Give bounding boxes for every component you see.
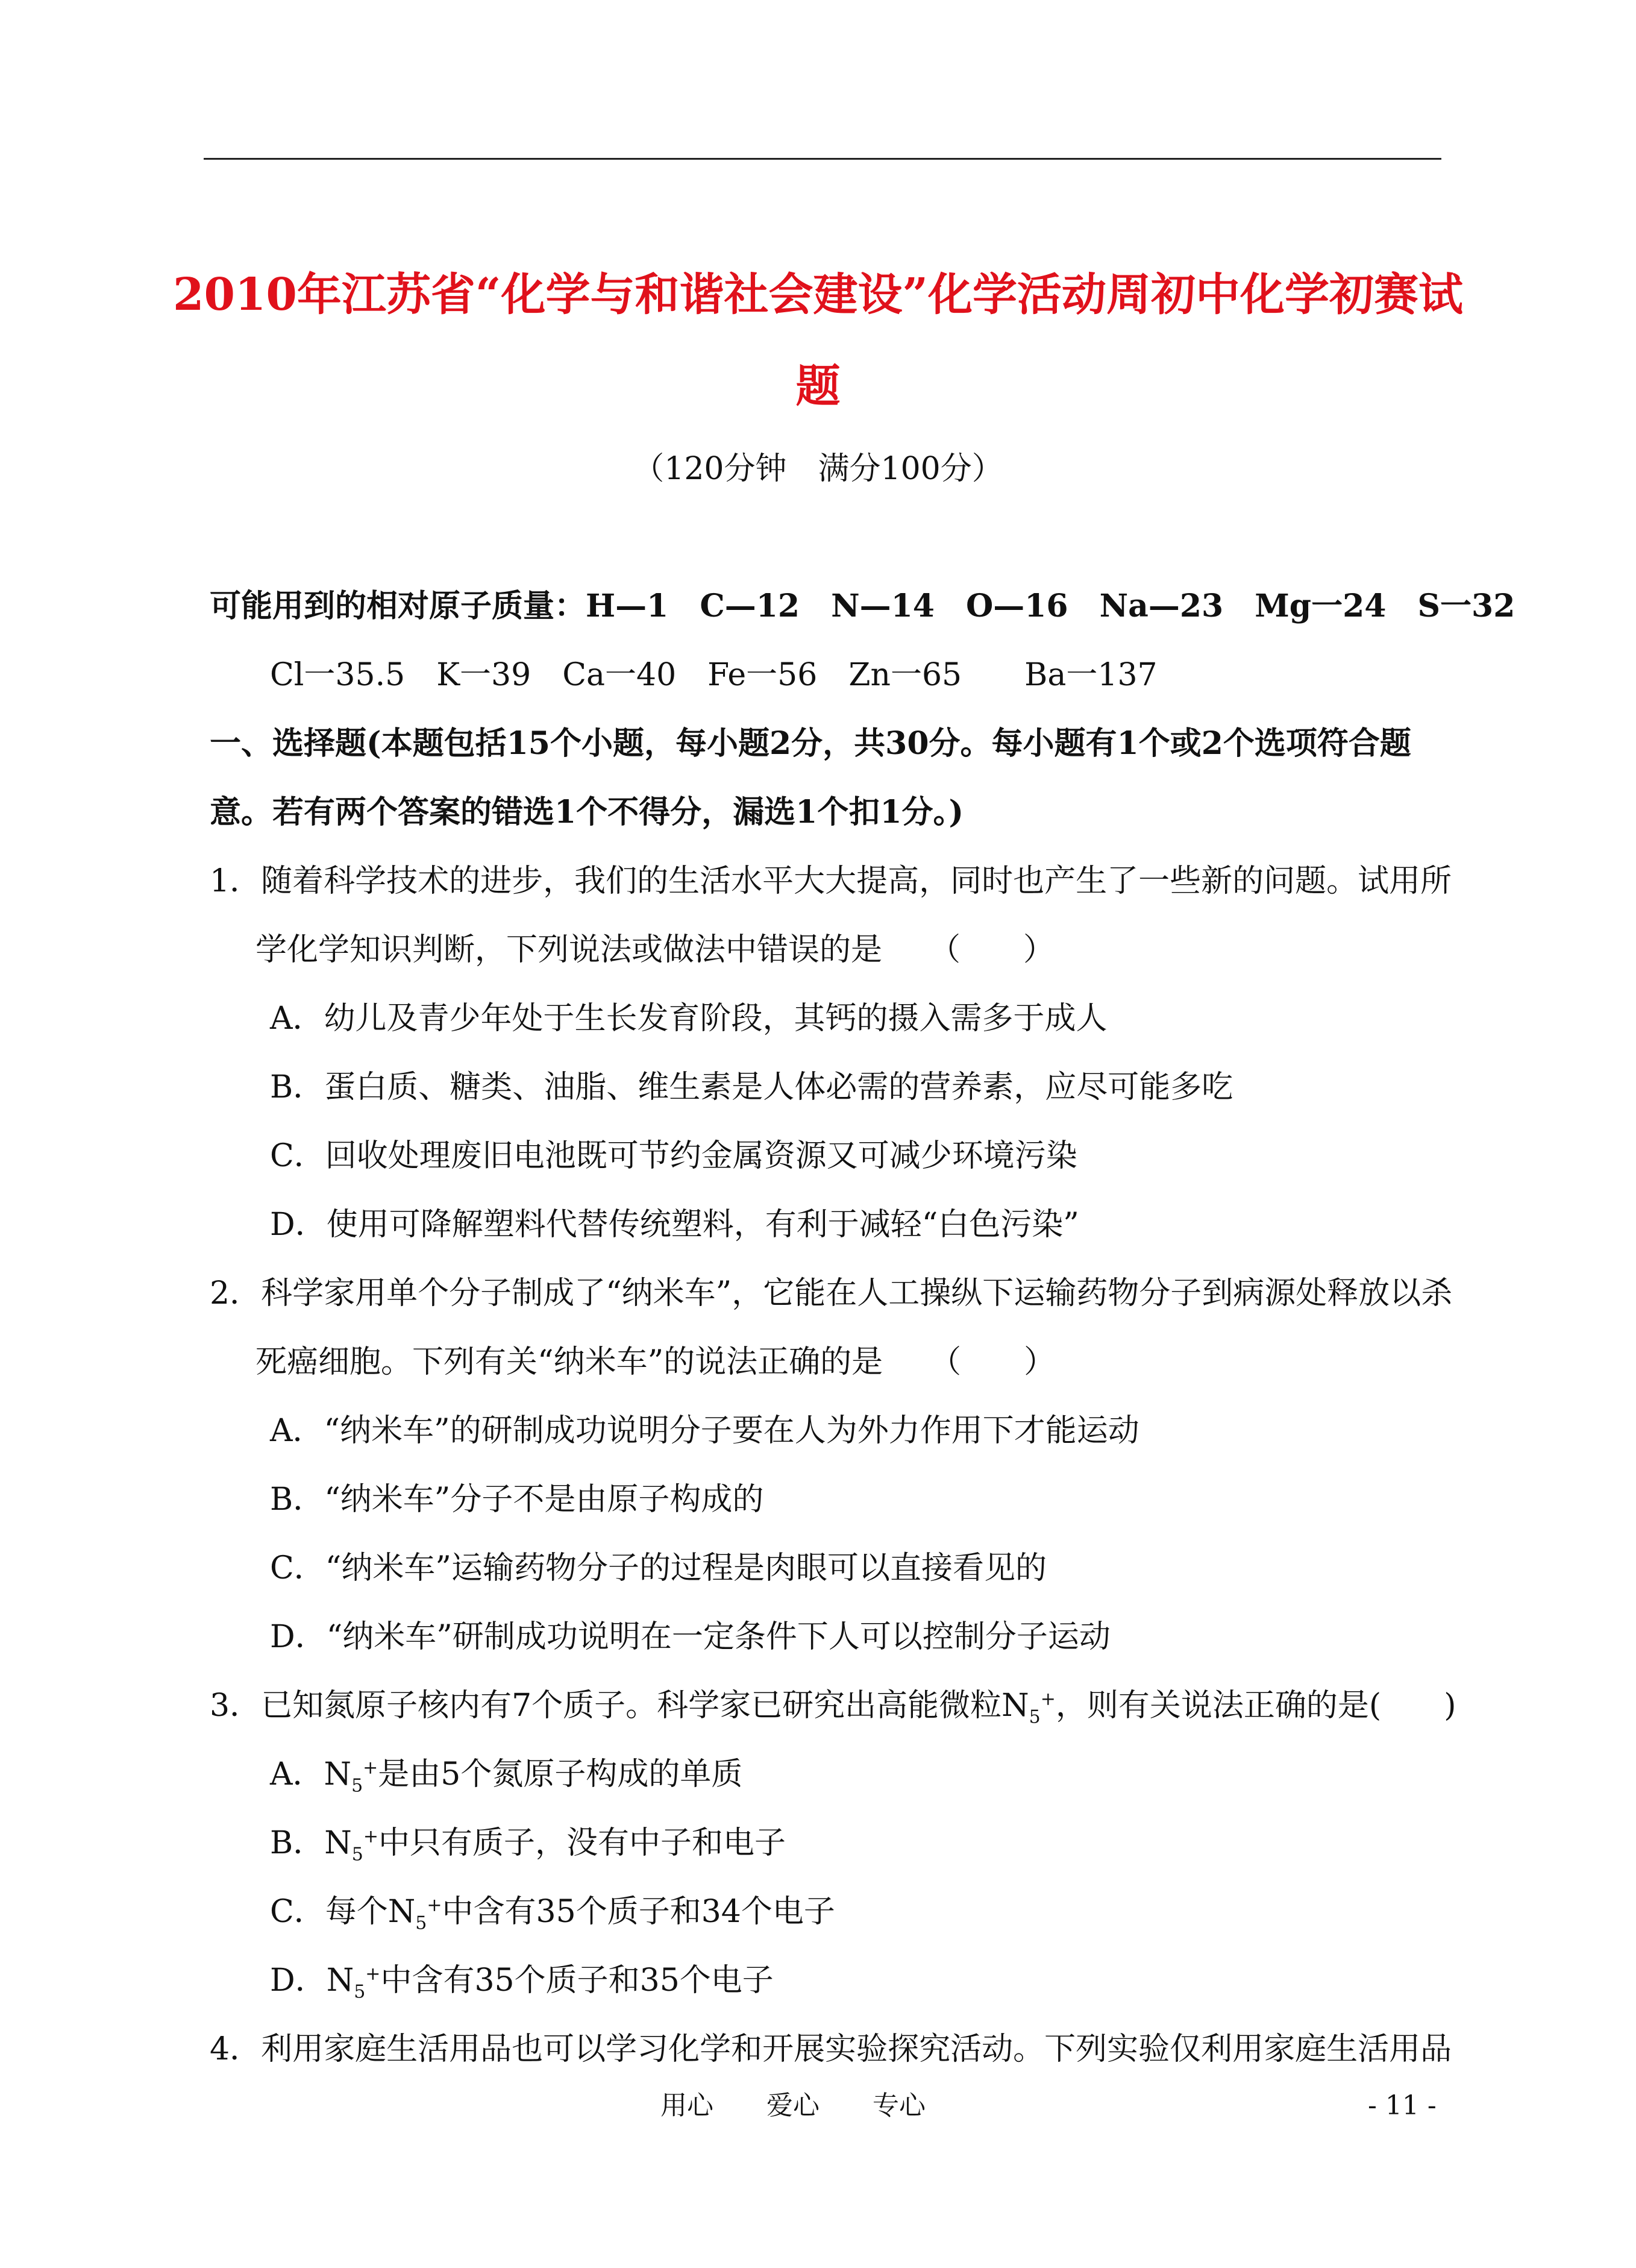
doc-subtitle: （120分钟 满分100分） bbox=[633, 451, 1003, 487]
q2-stem-line1: 2．科学家用单个分子制成了“纳米车”，它能在人工操纵下运输药物分子到病源处释放以杀 bbox=[210, 1275, 1453, 1311]
q3-option-c-sup: + bbox=[427, 1894, 442, 1916]
footer-motto: 用心 爱心 专心 bbox=[660, 2090, 926, 2121]
q3-option-c-sub: 5 bbox=[415, 1912, 427, 1934]
q3-option-a-pre: A．N bbox=[270, 1756, 352, 1792]
q1-stem-line2: 学化学知识判断，下列说法或做法中错误的是 （ ） bbox=[255, 932, 1055, 968]
q3-stem bbox=[210, 1688, 1456, 1728]
q3-superscript: + bbox=[1040, 1688, 1056, 1710]
q3-subscript: 5 bbox=[1029, 1706, 1041, 1728]
atomic-masses-line1: 可能用到的相对原子质量：H—1 C—12 N—14 O—16 Na—23 Mg一24 S一32 bbox=[210, 588, 1515, 624]
q3-option-d-post: 中含有35个质子和35个电子 bbox=[380, 1962, 774, 1999]
q3-option-b-pre: B．N bbox=[270, 1825, 352, 1861]
q1-option-d: D．使用可降解塑料代替传统塑料，有利于减轻“白色污染” bbox=[270, 1207, 1079, 1243]
q3-option-c-post: 中含有35个质子和34个电子 bbox=[442, 1894, 835, 1930]
section1-instructions-line2: 意。若有两个答案的错选1个不得分，漏选1个扣1分。) bbox=[210, 794, 964, 831]
q4-stem-line1: 4．利用家庭生活用品也可以学习化学和开展实验探究活动。下列实验仅利用家庭生活用品 bbox=[210, 2031, 1452, 2067]
q3-option-d-sup: + bbox=[365, 1963, 381, 1985]
header-rule bbox=[204, 158, 1441, 160]
q2-option-c: C．“纳米车”运输药物分子的过程是肉眼可以直接看见的 bbox=[270, 1550, 1047, 1586]
footer-page-number: - 11 - bbox=[1368, 2090, 1437, 2121]
q1-stem-line1: 1．随着科学技术的进步，我们的生活水平大大提高，同时也产生了一些新的问题。试用所 bbox=[210, 863, 1452, 899]
q3-option-a-sub: 5 bbox=[351, 1775, 363, 1797]
q3-option-b bbox=[270, 1825, 786, 1865]
q3-stem-text-b: ，则有关说法正确的是( ) bbox=[1055, 1688, 1456, 1724]
q3-option-a-post: 是由5个氮原子构成的单质 bbox=[378, 1756, 743, 1792]
q2-stem-line2: 死癌细胞。下列有关“纳米车”的说法正确的是 （ ） bbox=[255, 1344, 1056, 1380]
section1-instructions-line1: 一、选择题(本题包括15个小题，每小题2分，共30分。每小题有1个或2个选项符合题 bbox=[210, 725, 1411, 762]
q3-option-d bbox=[270, 1962, 774, 2003]
q3-option-a-sup: + bbox=[363, 1757, 378, 1779]
q3-option-c bbox=[270, 1894, 835, 1934]
doc-title-line1: 2010年江苏省“化学与和谐社会建设”化学活动周初中化学初赛试 bbox=[172, 269, 1464, 321]
q3-option-a bbox=[270, 1756, 743, 1797]
q2-option-b: B．“纳米车”分子不是由原子构成的 bbox=[270, 1481, 764, 1518]
q2-option-a: A．“纳米车”的研制成功说明分子要在人为外力作用下才能运动 bbox=[270, 1413, 1139, 1449]
q3-option-b-post: 中只有质子，没有中子和电子 bbox=[378, 1825, 786, 1861]
q1-option-b: B．蛋白质、糖类、油脂、维生素是人体必需的营养素，应尽可能多吃 bbox=[270, 1069, 1233, 1105]
q3-stem-text-a: 3．已知氮原子核内有7个质子。科学家已研究出高能微粒N bbox=[210, 1688, 1029, 1724]
q2-option-d: D．“纳米车”研制成功说明在一定条件下人可以控制分子运动 bbox=[270, 1619, 1111, 1655]
q1-option-c: C．回收处理废旧电池既可节约金属资源又可减少环境污染 bbox=[270, 1138, 1077, 1174]
q3-option-c-pre: C．每个N bbox=[270, 1894, 416, 1930]
q1-option-a: A．幼儿及青少年处于生长发育阶段，其钙的摄入需多于成人 bbox=[270, 1000, 1108, 1037]
q3-option-b-sub: 5 bbox=[351, 1844, 363, 1865]
q3-option-b-sup: + bbox=[363, 1826, 378, 1847]
q3-option-d-pre: D．N bbox=[270, 1962, 354, 1999]
atomic-masses-line2: Cl一35.5 K一39 Ca一40 Fe一56 Zn一65 Ba一137 bbox=[270, 657, 1158, 693]
doc-title-line2: 题 bbox=[795, 360, 841, 412]
q3-option-d-sub: 5 bbox=[354, 1981, 366, 2003]
